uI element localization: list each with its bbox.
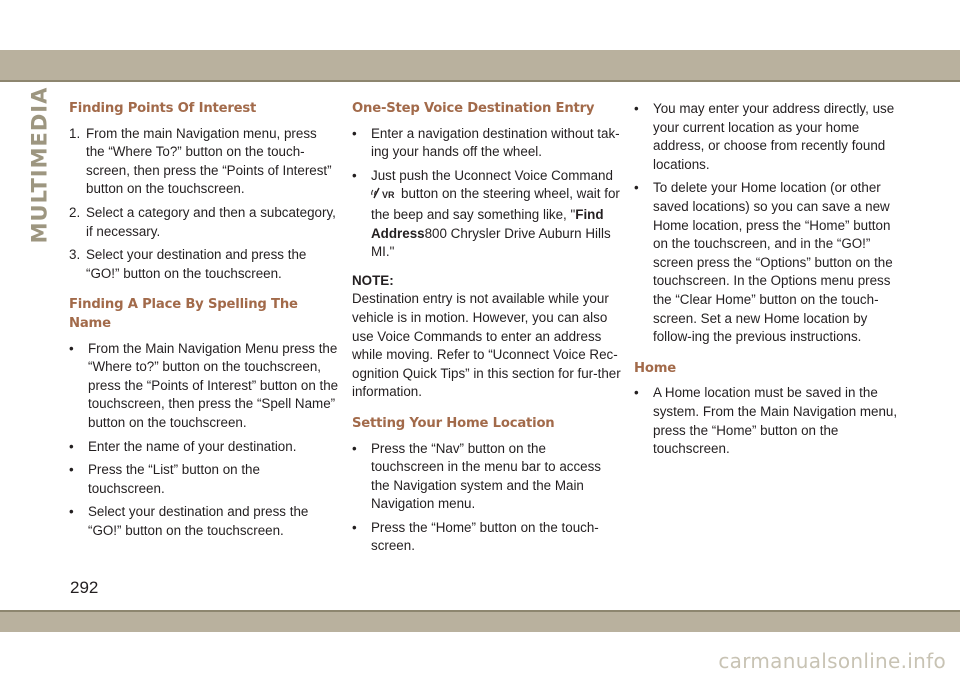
svg-text:VR: VR: [382, 190, 395, 201]
heading-finding-points-of-interest: Finding Points Of Interest: [69, 101, 257, 116]
list-item: 2. Select a category and then a subcategory, if necessary.: [69, 204, 336, 239]
list-item: • A Home location must be saved in the system. From the Main Navigation menu, press the “Home” button on the touchscreen.: [634, 385, 898, 457]
note-text: Destination entry is not available while your vehicle is in motion. However, you can also use Voice Commands to enter an address while moving. Refer to “Uconnect Voice Rec-ognition Quick Tips” in this section for fur-ther information.: [352, 291, 621, 400]
heading-one-step-voice: One-Step Voice Destination Entry: [352, 101, 595, 116]
heading-setting-home: Setting Your Home Location: [352, 415, 555, 431]
header-band: [0, 50, 960, 80]
setting-home-list: [352, 440, 622, 557]
list-item: • Select your destination and press the “GO!” button on the touchscreen.: [69, 504, 309, 538]
watermark: carmanualsonline.info: [718, 649, 946, 673]
list-item: • Enter the name of your destination.: [69, 438, 297, 454]
list-item: • Press the “List” button on the touchscreen.: [69, 462, 260, 496]
list-item: • Press the “Home” button on the touch-screen.: [352, 519, 599, 554]
list-item: • You may enter your address directly, use your current location as your home address, or choose from recently found locations.: [634, 101, 895, 172]
list-item: 1. From the main Navigation menu, press the “Where To?” button on the touch-screen, then press the “Points of Interest” button on the touchscreen.: [69, 125, 332, 197]
list-item: • Just push the Uconnect Voice Command VR button on the steering wheel, wait for the beep and say something like, "Find Address800 Chrysler Drive Auburn Hills MI.": [352, 167, 620, 260]
footer-band: [0, 612, 960, 632]
spell-name-list: [69, 340, 339, 541]
section-side-tab: [26, 86, 52, 244]
section-side-tab-label: MULTIMEDIA: [27, 86, 52, 244]
list-item: • From the Main Navigation Menu press the “Where to?” button on the touchscreen, press the “Points of Interest” button on the touchscreen, then press the “Spell Name” button on the touchscreen.: [69, 340, 339, 430]
voice-command-icon: [371, 186, 399, 206]
top-margin: [0, 0, 960, 50]
heading-home: Home: [634, 360, 676, 376]
column-1: [69, 100, 339, 545]
column-2: [352, 100, 622, 561]
home-list: [634, 384, 904, 458]
list-item: • Press the “Nav” button on the touchscreen in the menu bar to access the Navigation system and the Main Navigation menu.: [352, 440, 602, 512]
page-number: 292: [70, 578, 99, 597]
note-label: NOTE:: [352, 272, 394, 288]
poi-steps-list: [69, 125, 339, 284]
voice-entry-list: [352, 125, 622, 262]
list-item: • Enter a navigation destination without tak-ing your hands off the wheel.: [352, 125, 620, 160]
heading-spell-name: Finding A Place By Spelling The Name: [69, 297, 298, 331]
column-3: [634, 100, 904, 464]
home-options-list: [634, 100, 904, 347]
list-item: 3. Select your destination and press the “GO!” button on the touchscreen.: [69, 247, 307, 281]
list-item: • To delete your Home location (or other saved locations) so you can save a new Home location, press the “Home” button on the touchscreen, and in the “GO!” screen press the “Options” button on the touchscreen. In the Options menu press the “Clear Home” button on the touch-screen. Set a new Home location by follow-ing the previous instructions.: [634, 180, 893, 345]
header-rule: [0, 80, 960, 82]
